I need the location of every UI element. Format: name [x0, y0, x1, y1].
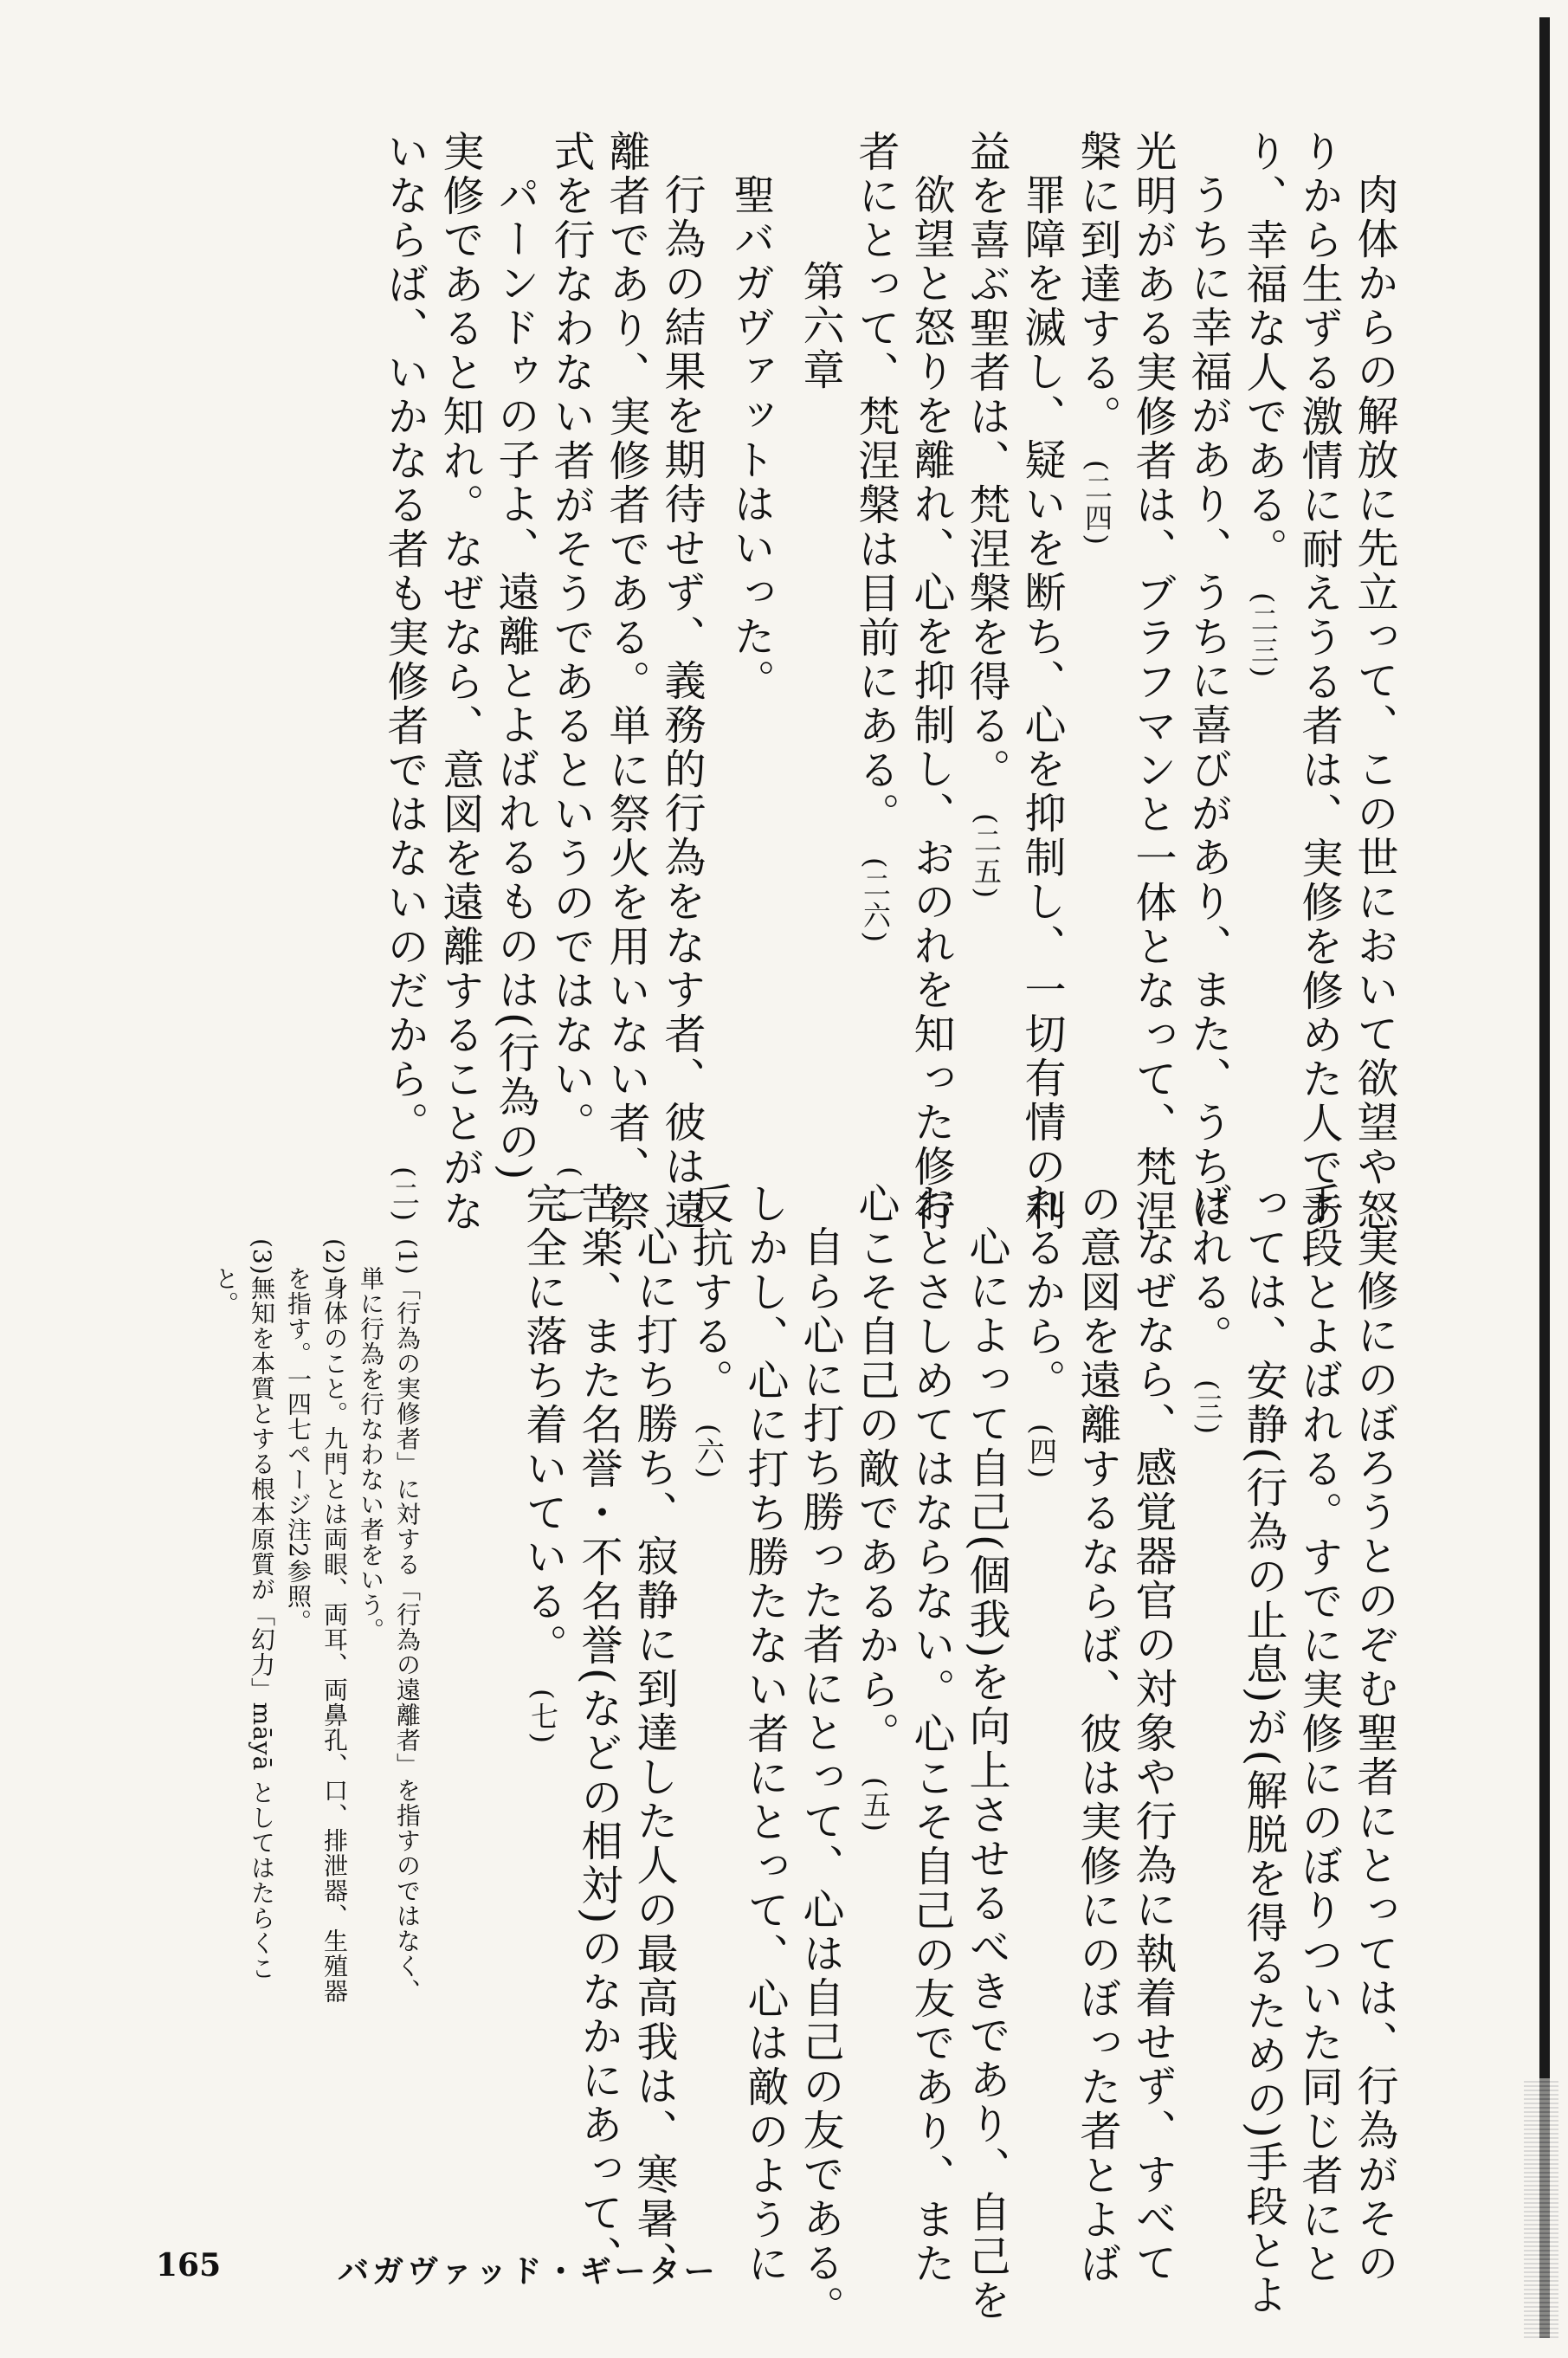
column-text: り、幸福な人である。 — [1239, 130, 1287, 572]
verse-number: (五) — [859, 1777, 892, 1834]
upper-column — [905, 130, 955, 1233]
column-text: (2)身体のこと。九門とは両眼、両耳、両鼻孔、口、排泄器、生殖器 — [320, 1238, 349, 2004]
column-text: りから生ずる激情に耐えうる者は、実修を修めた人であ — [1294, 130, 1343, 1234]
verse-number: (二六) — [859, 857, 892, 945]
upper-column — [1348, 130, 1398, 1233]
column-text: 者にとって、梵涅槃は目前にある。 — [851, 130, 900, 837]
column-text: 光明がある実修者は、ブラフマンと一体となって、梵涅 — [1128, 130, 1177, 1234]
lower-column — [1182, 1182, 1232, 1437]
lower-column — [905, 1182, 955, 2286]
column-text: 罪障を滅し、疑いを断ち、心を抑制し、一切有情の利 — [1017, 173, 1066, 1233]
column-text: 益を喜ぶ聖者は、梵涅槃を得る。 — [962, 130, 1010, 792]
running-title: バガヴァッド・ギーター — [338, 2253, 719, 2290]
verse-number: (二四) — [1081, 460, 1113, 547]
column-text: 心によって自己(個我)を向上させるべきであり、自己を — [962, 1225, 1010, 2323]
column-text: 苦楽、また名誉・不名誉(などの相対)のなかにあって、 — [574, 1182, 623, 2280]
lower-column — [1126, 1182, 1177, 2285]
verse-number: (二五) — [970, 813, 1003, 901]
column-text: 槃に到達する。 — [1073, 130, 1121, 439]
notes-column — [281, 1238, 313, 1634]
column-text: ばれる。 — [1184, 1182, 1232, 1359]
footnotes-block — [201, 1238, 422, 2004]
column-text: 心に打ち勝ち、寂静に到達した人の最高我は、寒暑、 — [629, 1225, 678, 2285]
lower-column — [794, 1182, 844, 2329]
upper-column — [849, 130, 900, 945]
column-text: 実修にのぼろうとのぞむ聖者にとっては、行為がその — [1350, 1225, 1398, 2285]
column-text: 反抗する。 — [685, 1182, 733, 1403]
upper-column — [1237, 130, 1287, 680]
lower-text-block — [508, 1182, 1398, 2329]
verse-number: (二) — [388, 1166, 421, 1224]
lower-column — [517, 1182, 567, 1746]
column-text: を指す。一四七ページ注2参照。 — [284, 1266, 313, 1634]
column-text: 手段とよばれる。すでに実修にのぼりついた同じ者にと — [1294, 1182, 1343, 2286]
column-text: 第六章 — [796, 260, 844, 392]
lower-column — [683, 1182, 733, 1481]
column-text: うちに幸福があり、うちに喜びがあり、また、うちに — [1184, 173, 1232, 1233]
notes-column — [353, 1238, 383, 1643]
column-text: 聖バガヴァットはいった。 — [726, 173, 775, 703]
page-edge-noise — [1524, 2078, 1558, 2338]
column-text: 行為の結果を期待せず、義務的行為をなす者、彼は遠 — [657, 173, 706, 1233]
column-text: しかし、心に打ち勝たない者にとって、心は敵のように — [740, 1182, 789, 2286]
column-text: と。 — [211, 1266, 240, 1316]
column-text: 完全に落ち着いている。 — [519, 1182, 567, 1668]
upper-column — [545, 130, 595, 1224]
page-edge-shadow — [1539, 17, 1550, 2338]
column-text: (1)「行為の実修者」に対する「行為の遠離者」を指すのではなく、 — [393, 1238, 422, 2004]
column-text: なぜなら、感覚器官の対象や行為に執着せず、すべて — [1128, 1225, 1177, 2285]
column-text: 式を行なわない者がそうであるというのではない。 — [546, 130, 595, 1146]
lower-column — [849, 1182, 900, 1834]
lower-column — [1016, 1182, 1066, 1481]
column-text: 自ら心に打ち勝った者にとって、心は自己の友である。 — [796, 1225, 844, 2329]
column-text: 離者であり、実修者である。単に祭火を用いない者、祭 — [602, 130, 650, 1234]
upper-column — [1182, 130, 1232, 1233]
verse-number: (二三) — [1247, 592, 1280, 680]
notes-column — [244, 1238, 274, 1980]
upper-column — [434, 130, 484, 1234]
upper-column — [725, 130, 775, 703]
lower-column — [628, 1182, 678, 2285]
upper-column — [600, 130, 650, 1234]
lower-column — [572, 1182, 623, 2280]
lower-column — [1293, 1182, 1343, 2286]
upper-column — [1016, 130, 1066, 1233]
lower-column — [1237, 1182, 1287, 2317]
lower-column — [1071, 1182, 1121, 2286]
column-text: 肉体からの解放に先立って、この世において欲望や怒 — [1350, 173, 1398, 1233]
verse-number: (四) — [1025, 1424, 1058, 1481]
column-text: れるから。 — [1017, 1182, 1066, 1403]
notes-column — [317, 1238, 349, 2004]
column-text: パーンドゥの子よ、遠離とよばれるものは(行為の) — [491, 173, 539, 1183]
column-text: っては、安静(行為の止息)が(解脱を得るための)手段とよ — [1239, 1182, 1287, 2317]
upper-column — [1126, 130, 1177, 1234]
verse-number: (一) — [554, 1166, 587, 1224]
upper-column — [1293, 130, 1343, 1234]
column-text: 実修であると知れ。なぜなら、意図を遠離することがな — [436, 130, 484, 1234]
page-number: 165 — [156, 2247, 222, 2284]
upper-column — [1071, 130, 1121, 547]
upper-column — [655, 130, 706, 1233]
verse-number: (三) — [1191, 1379, 1224, 1437]
column-text: 欲望と怒りを離れ、心を抑制し、おのれを知った修行 — [907, 173, 955, 1233]
column-text: (3)無知を本質とする根本原質が「幻力」māyā としてはたらくこ — [248, 1238, 276, 1981]
verse-number: (六) — [693, 1424, 726, 1481]
upper-column — [489, 130, 539, 1183]
lower-column — [739, 1182, 789, 2286]
column-text: の意図を遠離するならば、彼は実修にのぼった者とよば — [1073, 1182, 1121, 2286]
upper-text-block — [370, 130, 1398, 1234]
upper-column — [378, 130, 429, 1224]
upper-column — [794, 130, 844, 392]
column-text: 単に行為を行なわない者をいう。 — [357, 1266, 385, 1643]
verse-number: (七) — [526, 1689, 559, 1746]
column-text: いならば、いかなる者も実修者ではないのだから。 — [380, 130, 429, 1146]
lower-column — [1348, 1182, 1398, 2285]
notes-column — [390, 1238, 422, 2004]
column-text: おとさしめてはならない。心こそ自己の友であり、また — [907, 1182, 955, 2286]
lower-column — [960, 1182, 1010, 2323]
upper-column — [960, 130, 1010, 901]
notes-column — [208, 1238, 240, 1316]
column-text: 心こそ自己の敵であるから。 — [851, 1182, 900, 1756]
